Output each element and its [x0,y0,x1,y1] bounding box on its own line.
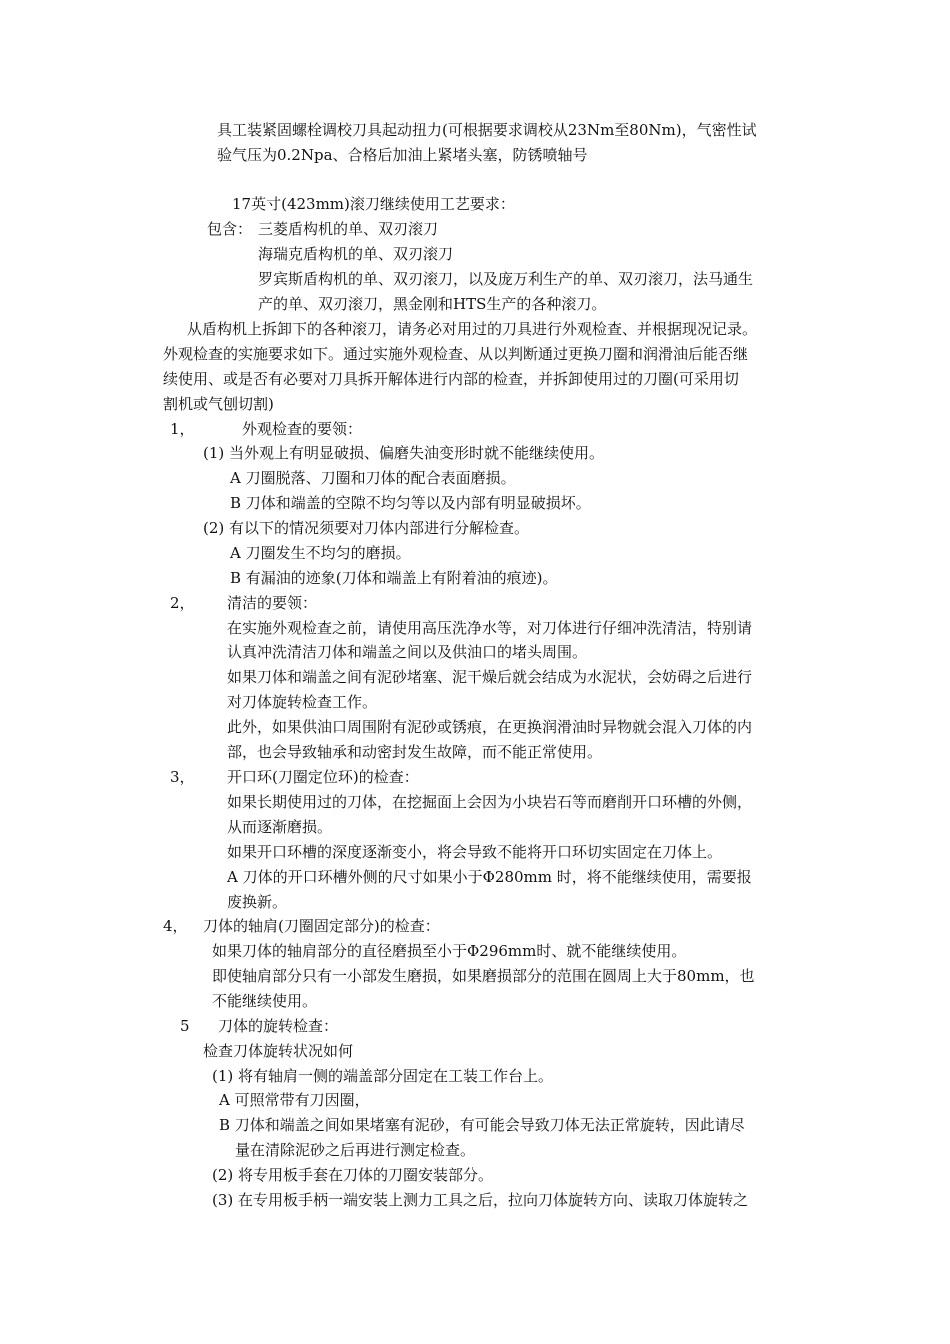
section-line: 对刀体旋转检查工作。 [227,693,378,711]
includes-item: 海瑞克盾构机的单、双刃滚刀 [258,245,454,263]
list-subitem: A 可照常带有刀因圈， [219,1091,370,1109]
list-item: (1) 当外观上有明显破损、偏磨失油变形时就不能继续使用。 [203,444,605,462]
section-line: 如果开口环槽的深度逐渐变小，将会导致不能将开口环切实固定在刀体上。 [227,843,723,861]
list-subitem: B 有漏油的迹象(刀体和端盖上有附着油的痕迹)。 [230,569,558,587]
section-line: 如果长期使用过的刀体，在挖掘面上会因为小块岩石等而磨削开口环槽的外侧， [227,793,753,811]
includes-label: 包含： [207,220,253,238]
list-item: (2) 将专用板手套在刀体的刀圈安装部分。 [212,1166,494,1184]
list-item: (1) 将有轴肩一侧的端盖部分固定在工装工作台上。 [212,1067,554,1085]
paragraph-line: 割机或气刨切割) [163,395,274,413]
section-subtitle: 检查刀体旋转状况如何 [203,1042,354,1060]
section-number: 5 [180,1017,190,1035]
section-line: 从而逐渐磨损。 [227,818,333,836]
section-title: 刀体的旋转检查： [218,1017,339,1035]
section-line: 不能继续使用。 [212,992,318,1010]
section-title: 清洁的要领： [227,594,318,612]
intro-line: 验气压为0.2Npa、合格后加油上紧堵头塞，防锈喷轴号 [217,146,588,164]
list-subitem: 量在清除泥砂之后再进行测定检查。 [235,1141,476,1159]
list-item: (3) 在专用板手柄一端安装上测力工具之后，拉向刀体旋转方向、读取刀体旋转之 [212,1191,749,1209]
paragraph-line: 外观检查的实施要求如下。通过实施外观检查、从以判断通过更换刀圈和润滑油后能否继 [163,345,749,363]
section-title: 开口环(刀圈定位环)的检查： [227,768,419,786]
section-number: 2， [170,594,195,612]
section-number: 1， [170,420,195,438]
section-line: 部，也会导致轴承和动密封发生故障，而不能正常使用。 [227,743,603,761]
section-line: 在实施外观检查之前，请使用高压洗净水等，对刀体进行仔细冲洗清洁，特别请 [227,619,753,637]
section-title: 外观检查的要领： [242,420,363,438]
section-number: 4， [163,917,188,935]
list-subitem: A 刀圈脱落、刀圈和刀体的配合表面磨损。 [230,469,516,487]
section-line: 此外，如果供油口周围附有泥砂或锈痕，在更换润滑油时异物就会混入刀体的内 [227,718,753,736]
section-line: 废换新。 [227,893,288,911]
list-subitem: A 刀圈发生不均匀的磨损。 [230,544,411,562]
section-line: 认真冲洗清洁刀体和端盖之间以及供油口的堵头周围。 [227,643,588,661]
includes-item: 三菱盾构机的单、双刃滚刀 [258,220,439,238]
section-line: 如果刀体和端盖之间有泥砂堵塞、泥干燥后就会结成为水泥状，会妨碍之后进行 [227,668,753,686]
includes-item: 产的单、双刃滚刀，黑金刚和HTS生产的各种滚刀。 [258,295,607,313]
section-title: 刀体的轴肩(刀圈固定部分)的检查： [203,917,440,935]
includes-item: 罗宾斯盾构机的单、双刃滚刀，以及庞万利生产的单、双刃滚刀，法马通生 [258,270,754,288]
list-item: (2) 有以下的情况须要对刀体内部进行分解检查。 [203,519,530,537]
requirements-title: 17英寸(423mm)滚刀继续使用工艺要求： [232,195,515,213]
section-line: 如果刀体的轴肩部分的直径磨损至小于Φ296mm时、就不能继续使用。 [212,942,687,960]
list-subitem: B 刀体和端盖之间如果堵塞有泥砂，有可能会导致刀体无法正常旋转，因此请尽 [219,1116,745,1134]
paragraph-line: 续使用、或是否有必要对刀具拆开解体进行内部的检查，并拆卸使用过的刀圈(可采用切 [163,370,739,388]
paragraph-line: 从盾构机上拆卸下的各种滚刀，请务必对用过的刀具进行外观检查、并根据现况记录。 [187,320,758,338]
intro-line: 具工装紧固螺栓调校刀具起动扭力(可根据要求调校从23Nm至80Nm)，气密性试 [217,121,757,139]
section-line: A 刀体的开口环槽外侧的尺寸如果小于Φ280mm 时，将不能继续使用，需要报 [227,868,752,886]
section-line: 即使轴肩部分只有一小部发生磨损，如果磨损部分的范围在圆周上大于80mm，也 [212,967,755,985]
list-subitem: B 刀体和端盖的空隙不均匀等以及内部有明显破损坏。 [230,494,591,512]
section-number: 3， [170,768,195,786]
